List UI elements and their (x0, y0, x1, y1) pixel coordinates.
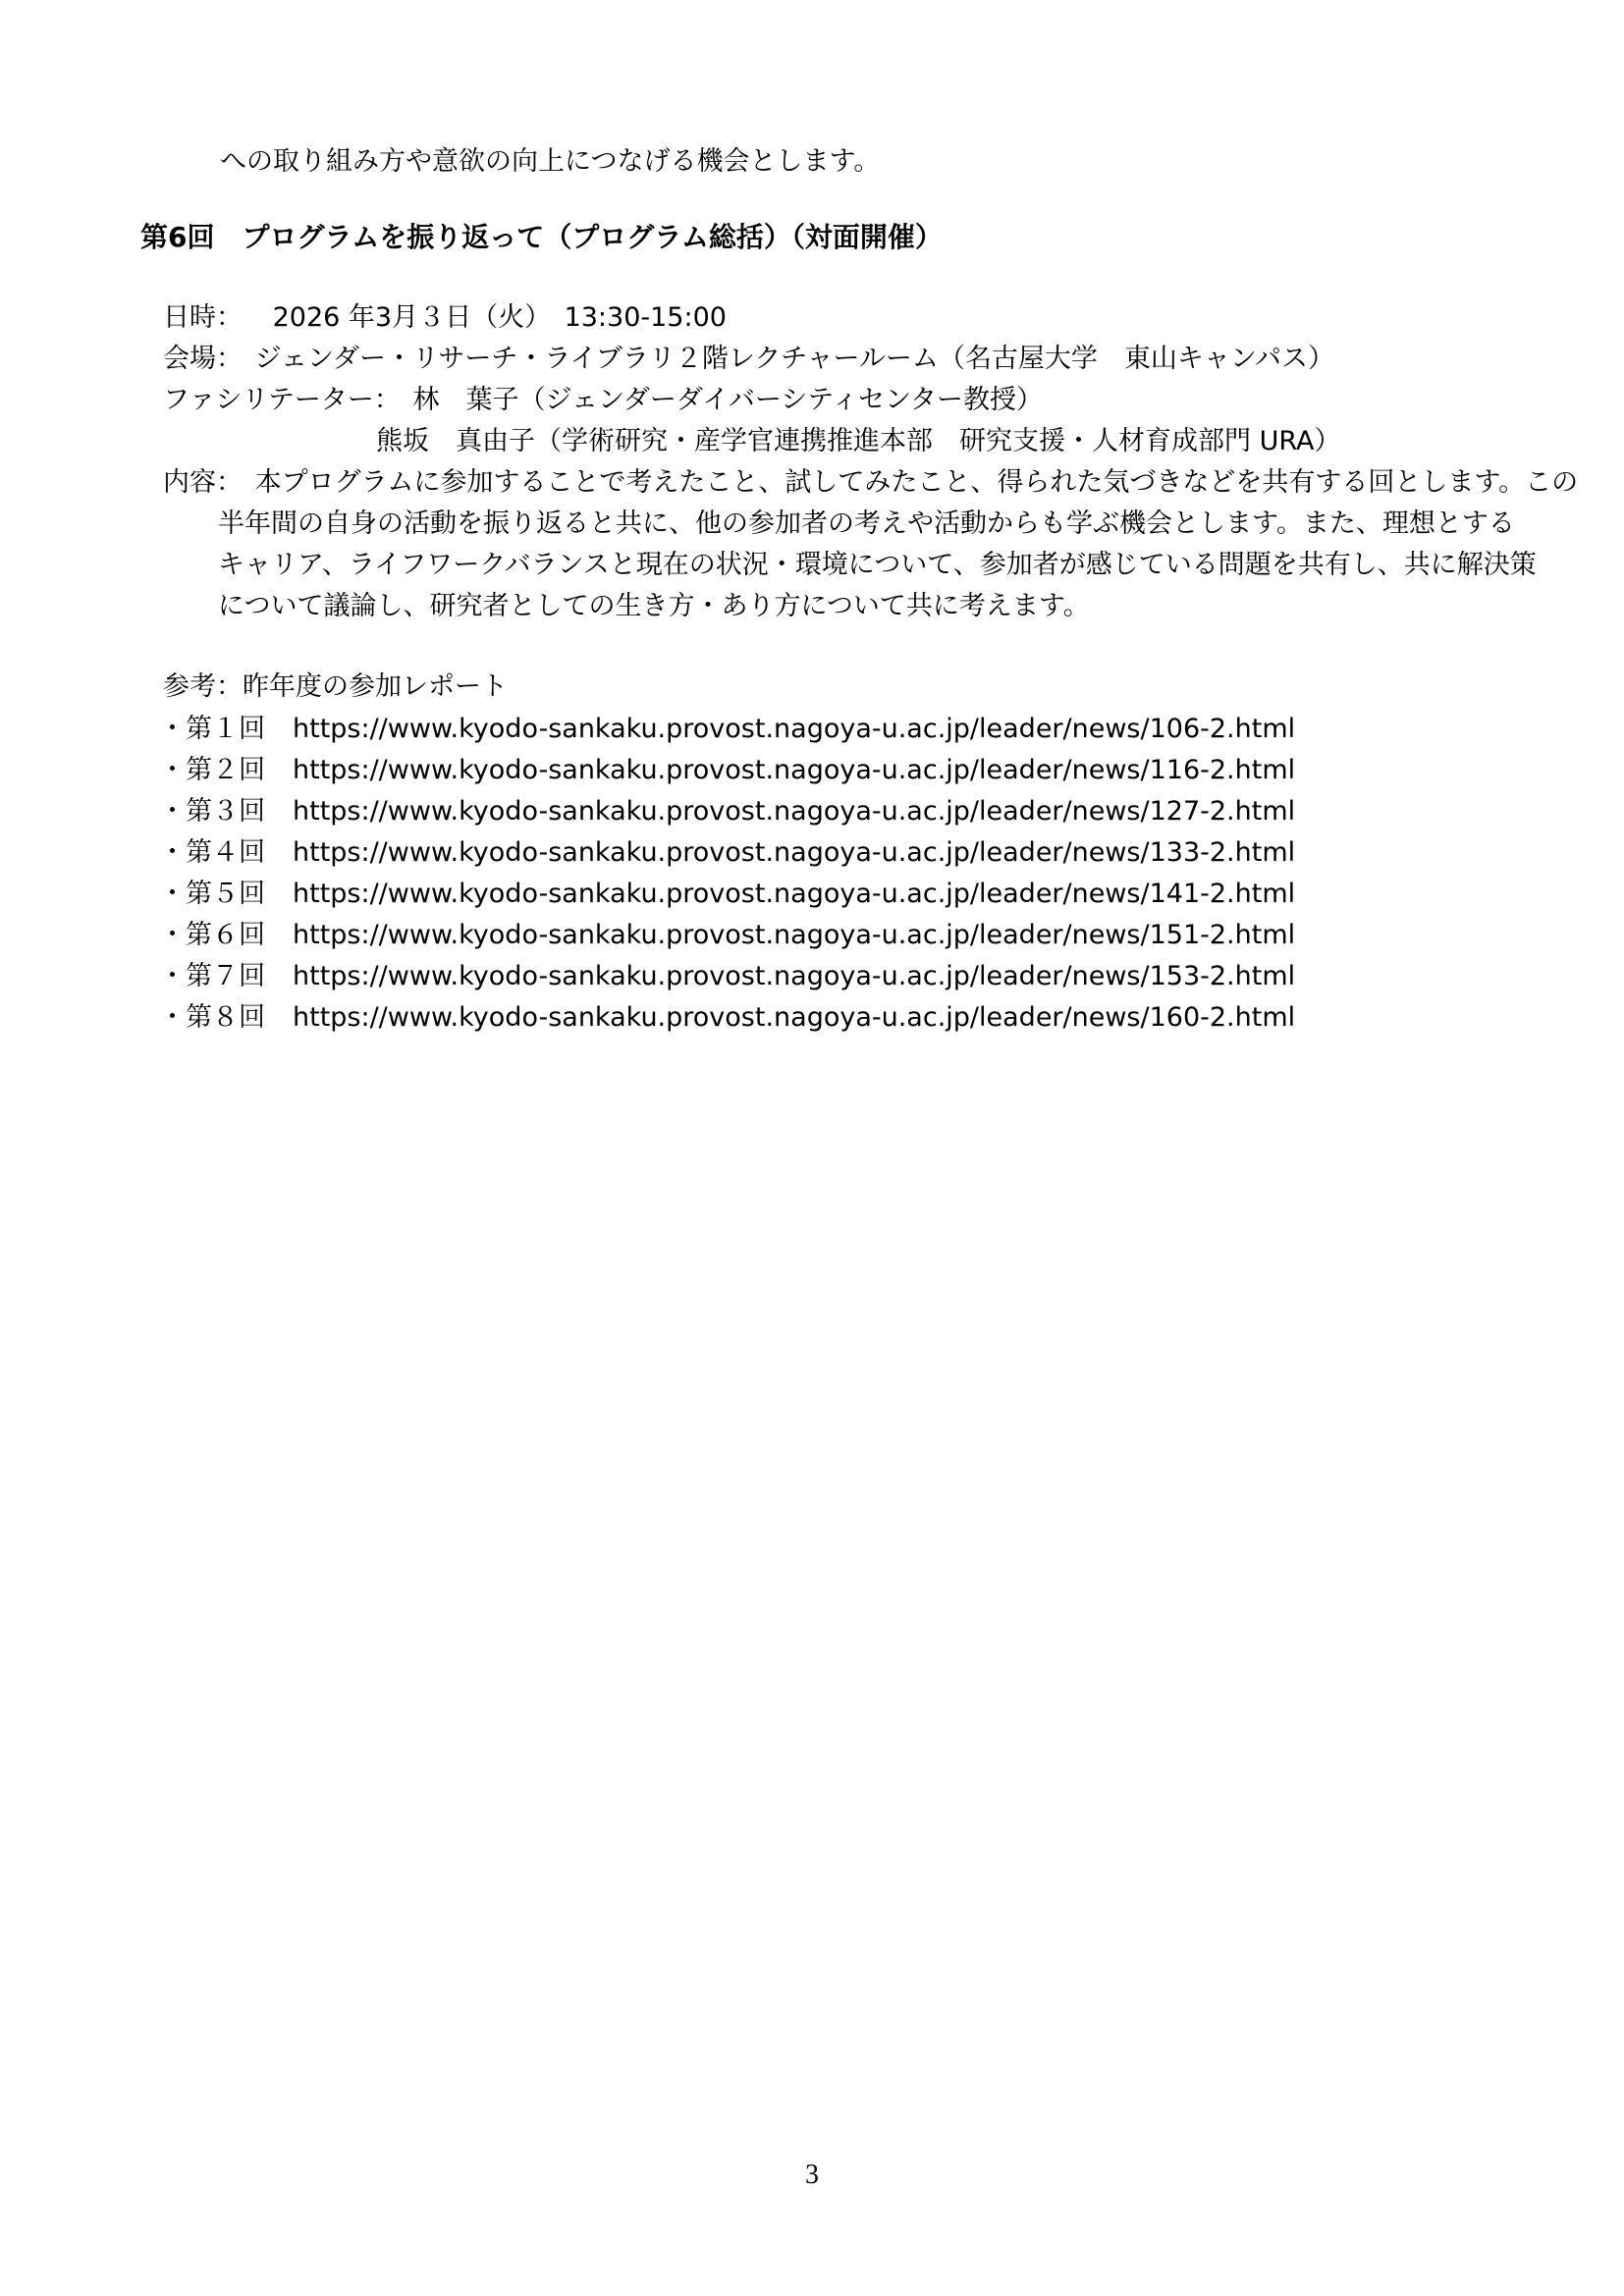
session-title: 第6回 プログラムを振り返って（プログラム総括）（対面開催） (140, 221, 943, 253)
facilitator-2: 熊坂 真由子（学術研究・産学官連携推進本部 研究支援・人材育成部門 URA） (376, 426, 1341, 456)
datetime-row (163, 298, 727, 338)
reference-link[interactable]: https://www.kyodo-sankaku.provost.nagoya-u.ac.jp/leader/news/106-2.html (293, 714, 1296, 744)
reference-label: ・第５回 (159, 879, 265, 909)
reference-label: ・第６回 (159, 920, 265, 950)
list-item (159, 791, 1295, 832)
reference-link[interactable]: https://www.kyodo-sankaku.provost.nagoya-u.ac.jp/leader/news/141-2.html (293, 879, 1296, 909)
list-item (159, 709, 1295, 750)
list-item (159, 997, 1295, 1039)
reference-label: ・第１回 (159, 714, 265, 744)
reference-link[interactable]: https://www.kyodo-sankaku.provost.nagoya-u.ac.jp/leader/news/133-2.html (293, 837, 1296, 868)
reference-link[interactable]: https://www.kyodo-sankaku.provost.nagoya-u.ac.jp/leader/news/127-2.html (293, 796, 1296, 827)
list-item (159, 956, 1295, 997)
list-item (159, 915, 1295, 956)
references-list (159, 709, 1295, 1039)
reference-link[interactable]: https://www.kyodo-sankaku.provost.nagoya-u.ac.jp/leader/news/116-2.html (293, 755, 1296, 785)
reference-label: ・第７回 (159, 961, 265, 991)
reference-label: ・第８回 (159, 1002, 265, 1033)
datetime-label: 日時： (163, 302, 243, 333)
reference-label: ・第３回 (159, 796, 265, 827)
reference-label: ・第２回 (159, 755, 265, 785)
facilitator-1: 林 葉子（ジェンダーダイバーシティセンター教授） (412, 385, 1044, 415)
references-heading: 参考：昨年度の参加レポート (163, 671, 508, 702)
venue-value: ジェンダー・リサーチ・ライブラリ２階レクチャールーム（名古屋大学 東山キャンパス） (254, 344, 1335, 374)
reference-link[interactable]: https://www.kyodo-sankaku.provost.nagoya-u.ac.jp/leader/news/151-2.html (293, 920, 1296, 950)
venue-label: 会場： (163, 344, 243, 374)
content-line-4: について議論し、研究者としての生き方・あり方について共に考えます。 (218, 591, 1090, 621)
list-item (159, 832, 1295, 874)
content-line-2: 半年間の自身の活動を振り返ると共に、他の参加者の考えや活動からも学ぶ機会とします。また、理想とする (218, 508, 1515, 539)
content-line-1: 本プログラムに参加することで考えたこと、試してみたこと、得られた気づきなどを共有する回とします。この (254, 467, 1579, 498)
content-line-3: キャリア、ライフワークバランスと現在の状況・環境について、参加者が感じている問題を共有し、共に解決策 (218, 550, 1537, 580)
facilitator-row (163, 381, 1043, 420)
intro-continuation-text: への取り組み方や意欲の向上につなげる機会とします。 (220, 146, 881, 177)
page-number: 3 (805, 2160, 819, 2190)
facilitator-label: ファシリテーター： (163, 385, 401, 415)
list-item (159, 750, 1295, 791)
reference-label: ・第４回 (159, 837, 265, 868)
reference-link[interactable]: https://www.kyodo-sankaku.provost.nagoya-u.ac.jp/leader/news/153-2.html (293, 961, 1296, 991)
reference-link[interactable]: https://www.kyodo-sankaku.provost.nagoya-u.ac.jp/leader/news/160-2.html (293, 1002, 1296, 1033)
venue-row (163, 340, 1334, 379)
list-item (159, 874, 1295, 915)
datetime-value: 2026 年3月３日（火） 13:30-15:00 (272, 302, 727, 333)
content-label: 内容： (163, 467, 243, 498)
content-row (163, 463, 1578, 503)
